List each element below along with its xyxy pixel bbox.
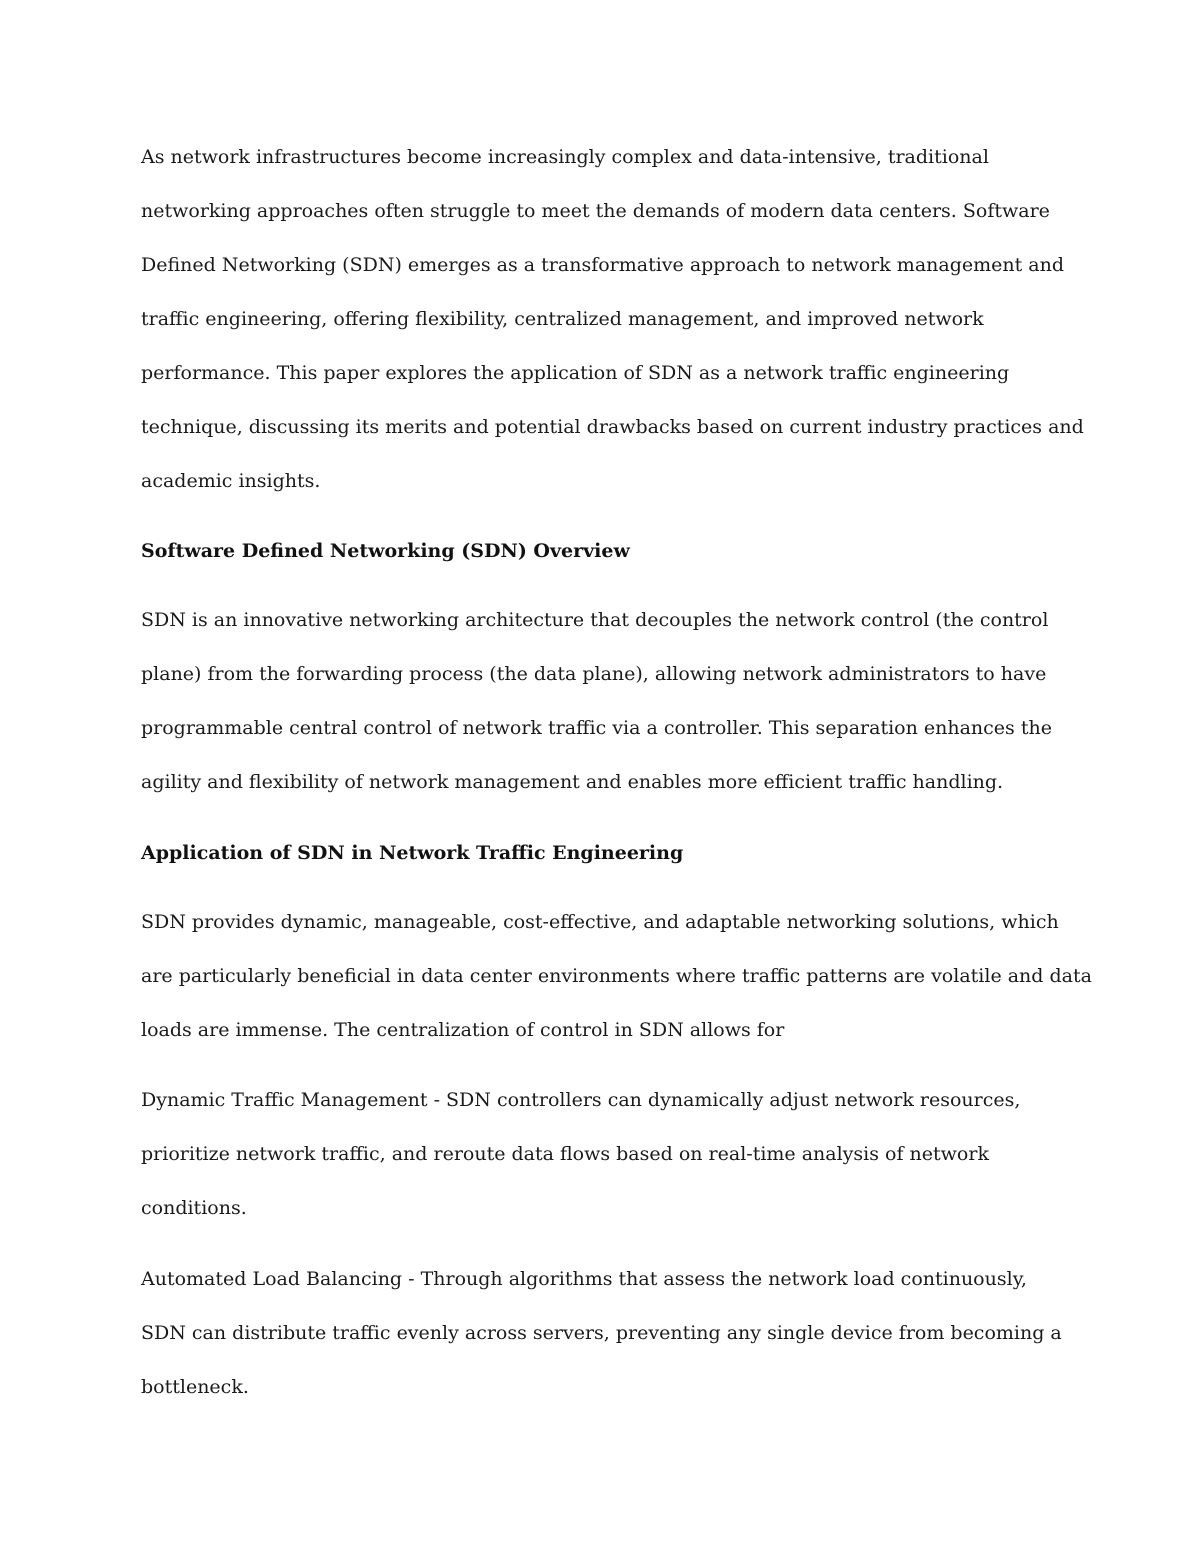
section-heading-sdn-overview: Software Defined Networking (SDN) Overview — [141, 540, 630, 562]
section2-line: SDN provides dynamic, manageable, cost-effective, and adaptable networking solutions, which — [141, 911, 1059, 933]
section1-line: SDN is an innovative networking architecture that decouples the network control (the control — [141, 609, 1049, 631]
intro-line: networking approaches often struggle to meet the demands of modern data centers. Software — [141, 200, 1050, 222]
section1-line: plane) from the forwarding process (the data plane), allowing network administrators to have — [141, 663, 1047, 685]
point-load-balancing-line: SDN can distribute traffic evenly across servers, preventing any single device from becoming a — [141, 1322, 1062, 1344]
section2-line: are particularly beneficial in data center environments where traffic patterns are volatile and data — [141, 965, 1092, 987]
section1-line: programmable central control of network traffic via a controller. This separation enhances the — [141, 717, 1052, 739]
point-load-balancing-line: Automated Load Balancing - Through algorithms that assess the network load continuously, — [141, 1268, 1027, 1290]
section1-line: agility and flexibility of network management and enables more efficient traffic handling. — [141, 771, 1004, 793]
intro-line: technique, discussing its merits and potential drawbacks based on current industry practices and — [141, 416, 1084, 438]
intro-line: Defined Networking (SDN) emerges as a transformative approach to network management and — [141, 254, 1065, 276]
section-heading-traffic-engineering: Application of SDN in Network Traffic Engineering — [141, 842, 684, 864]
point-dynamic-traffic-line: conditions. — [141, 1197, 247, 1219]
intro-line: performance. This paper explores the application of SDN as a network traffic engineering — [141, 362, 1010, 384]
point-dynamic-traffic-line: Dynamic Traffic Management - SDN controllers can dynamically adjust network resources, — [141, 1089, 1021, 1111]
section2-line: loads are immense. The centralization of control in SDN allows for — [141, 1019, 785, 1041]
intro-line: academic insights. — [141, 470, 321, 492]
point-load-balancing-line: bottleneck. — [141, 1376, 249, 1398]
intro-line: As network infrastructures become increasingly complex and data-intensive, traditional — [141, 146, 989, 168]
point-dynamic-traffic-line: prioritize network traffic, and reroute data flows based on real-time analysis of network — [141, 1143, 989, 1165]
intro-line: traffic engineering, offering flexibility, centralized management, and improved network — [141, 308, 984, 330]
